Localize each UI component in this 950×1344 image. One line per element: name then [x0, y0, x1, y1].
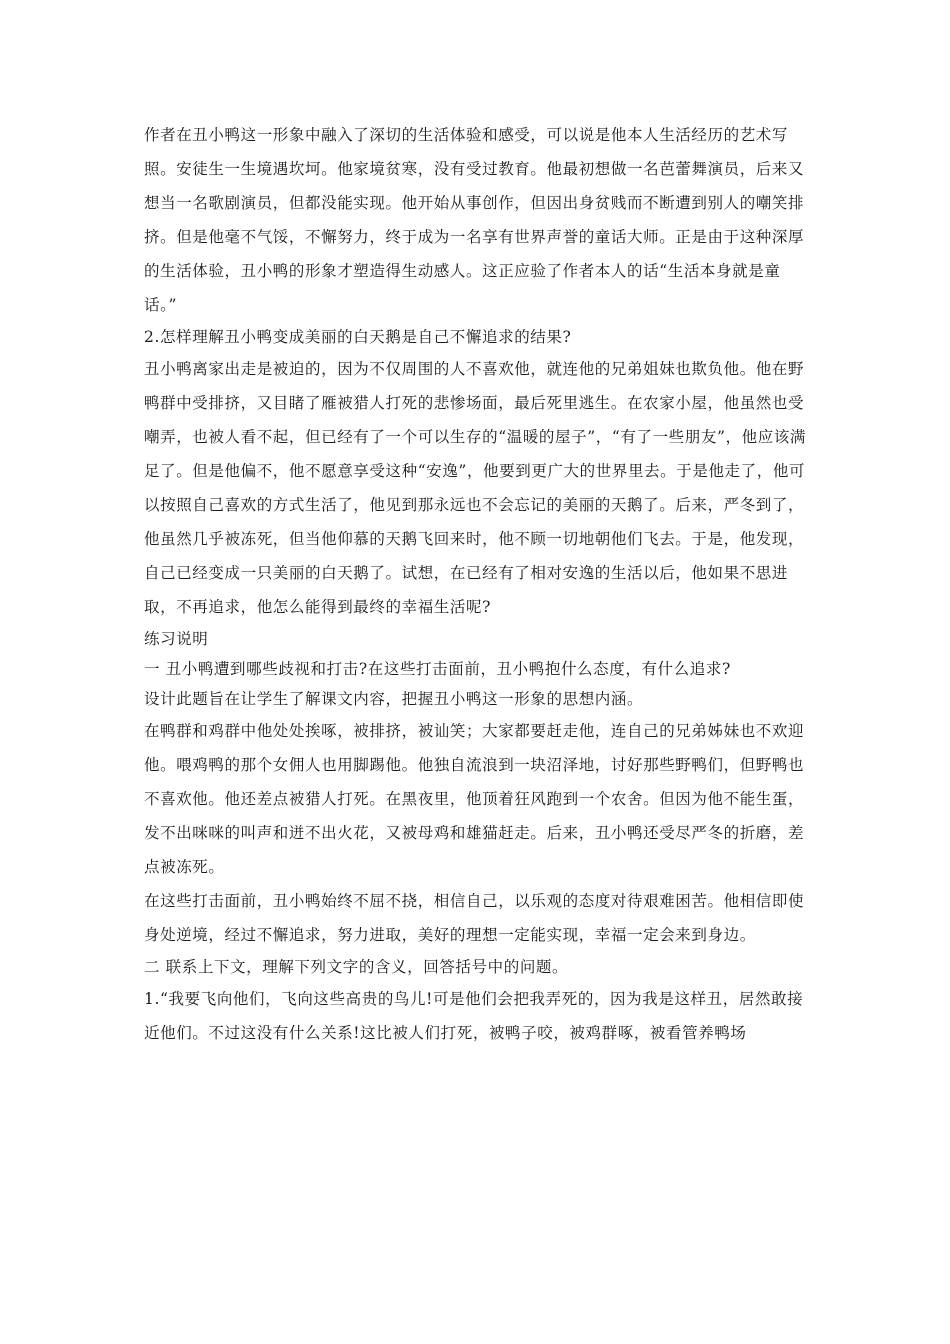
question-2-heading: 2.怎样理解丑小鸭变成美丽的白天鹅是自己不懈追求的结果?: [144, 328, 572, 346]
exercise-2-item-1: 1.“我要飞向他们，飞向这些高贵的鸟儿!可是他们会把我弄死的，因为我是这样丑，居然敢接近他们。不过这没有什么关系!这比被人们打死，被鸭子咬，被鸡群啄，被看管养鸭场: [144, 990, 804, 1042]
paragraph-question-2-answer: 丑小鸭离家出走是被迫的，因为不仅周围的人不喜欢他，就连他的兄弟姐妹也欺负他。他在野鸭群中受排挤，又目睹了雁被猎人打死的悲惨场面，最后死里逃生。在农家小屋，他虽然也受嘲弄，也被人看不起，但已经有了一个可以生存的“温暖的屋子”，“有了一些朋友”，他应该满足了。但是他偏不，他不愿意享受这种“安逸”，他要到更广大的世界里去。于是他走了，他可以按照自己喜欢的方式生活了，他见到那永远也不会忘记的美丽的天鹅了。后来，严冬到了，他虽然几乎被冻死，但当他仰慕的天鹅飞回来时，他不顾一切地朝他们飞去。于是，他发现，自己已经变成一只美丽的白天鹅了。试想，在已经有了相对安逸的生活以后，他如果不思进取，不再追求，他怎么能得到最终的幸福生活呢?: [144, 360, 806, 616]
exercise-1-answer-part-2: 在这些打击面前，丑小鸭始终不屈不挠，相信自己，以乐观的态度对待艰难困苦。他相信即使身处逆境，经过不懈追求，努力进取，美好的理想一定能实现，幸福一定会来到身边。: [144, 892, 805, 944]
exercise-2-question: 二 联系上下文，理解下列文字的含义，回答括号中的问题。: [144, 958, 569, 976]
exercise-1-purpose: 设计此题旨在让学生了解课文内容，把握丑小鸭这一形象的思想内涵。: [144, 690, 644, 708]
exercise-1-answer-part-1: 在鸭群和鸡群中他处处挨啄，被排挤，被讪笑；大家都要赶走他，连自己的兄弟姊妹也不欢迎他。喂鸡鸭的那个女佣人也用脚踢他。他独自流浪到一块沼泽地，讨好那些野鸭们，但野鸭也不喜欢他。他还差点被猎人打死。在黑夜里，他顶着狂风跑到一个农舍。但因为他不能生蛋，发不出咪咪的叫声和迸不出火花，又被母鸡和雄猫赶走。后来，丑小鸭还受尽严冬的折磨，差点被冻死。: [144, 722, 805, 876]
paragraph-author-experience: 作者在丑小鸭这一形象中融入了深切的生活体验和感受，可以说是他本人生活经历的艺术写照。安徒生一生境遇坎坷。他家境贫寒，没有受过教育。他最初想做一名芭蕾舞演员，后来又想当一名歌剧演员，但都没能实现。他开始从事创作，但因出身贫贱而不断遭到别人的嘲笑排挤。但是他毫不气馁，不懈努力，终于成为一名享有世界声誉的童话大师。正是由于这种深厚的生活体验，丑小鸭的形象才塑造得生动感人。这正应验了作者本人的话“生活本身就是童话。”: [144, 126, 805, 314]
document-page: [144, 118, 808, 1050]
exercise-1-question: 一 丑小鸭遭到哪些歧视和打击?在这些打击面前，丑小鸭抱什么态度，有什么追求?: [144, 660, 731, 678]
section-heading-exercise-notes: 练习说明: [144, 630, 209, 648]
